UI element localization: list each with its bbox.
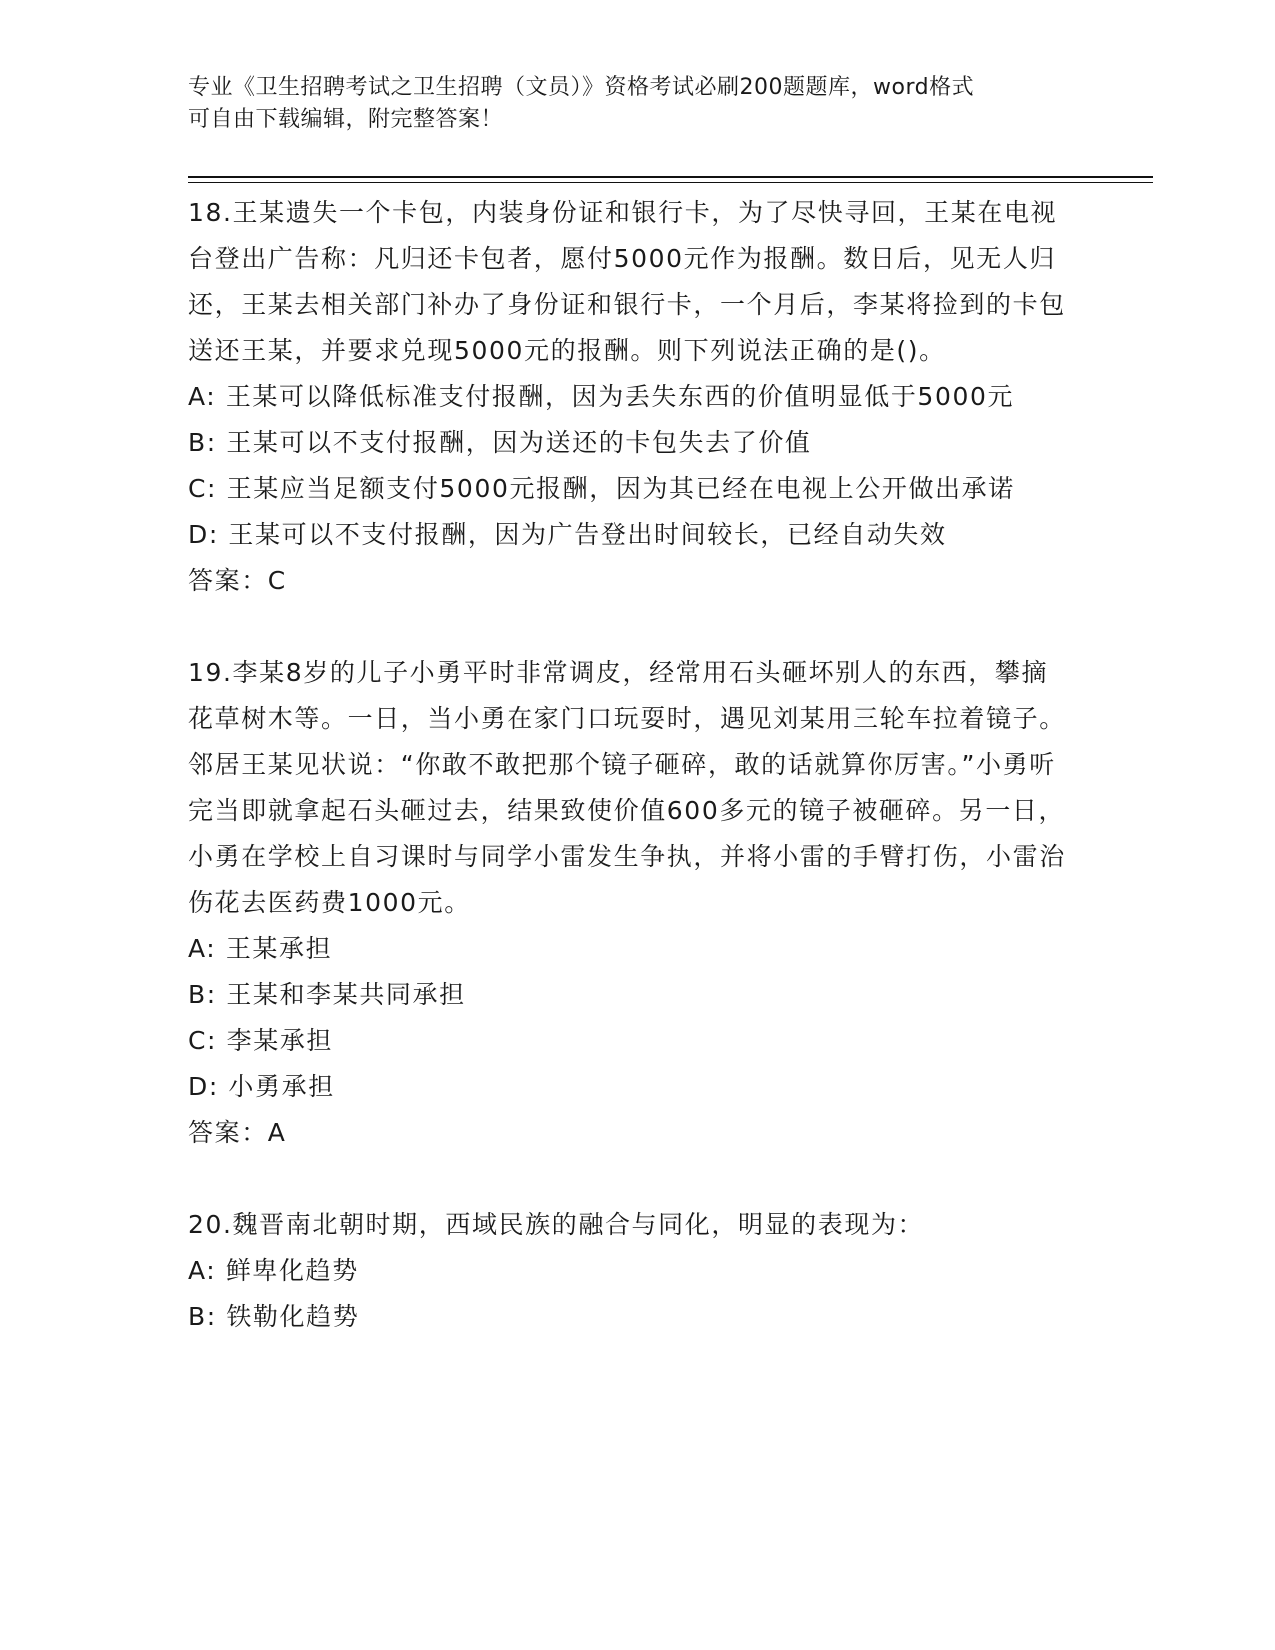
header-divider-thin (188, 182, 1153, 183)
option-d: D: 小勇承担 (188, 1072, 335, 1101)
question-18 (188, 190, 1068, 604)
question-list (188, 190, 1068, 1340)
header-line-2: 可自由下载编辑，附完整答案！ (188, 107, 504, 132)
answer: 答案：C (188, 566, 287, 595)
option-d: D: 王某可以不支付报酬，因为广告登出时间较长，已经自动失效 (188, 520, 947, 549)
question-19 (188, 650, 1068, 1156)
question-spacer (188, 604, 1068, 650)
answer: 答案：A (188, 1118, 287, 1147)
header-divider-thick (188, 176, 1153, 178)
question-20 (188, 1202, 1068, 1340)
option-c: C: 王某应当足额支付5000元报酬，因为其已经在电视上公开做出承诺 (188, 474, 1015, 503)
question-spacer (188, 1156, 1068, 1202)
document-header (188, 72, 1068, 136)
question-stem: 18.王某遗失一个卡包，内装身份证和银行卡，为了尽快寻回，王某在电视台登出广告称：凡归还卡包者，愿付5000元作为报酬。数日后，见无人归还，王某去相关部门补办了身份证和银行卡，一个月后，李某将捡到的卡包送还王某，并要求兑现5000元的报酬。则下列说法正确的是()。 (188, 198, 1066, 365)
option-a: A: 王某可以降低标准支付报酬，因为丢失东西的价值明显低于5000元 (188, 382, 1015, 411)
question-stem: 20.魏晋南北朝时期，西域民族的融合与同化，明显的表现为： (188, 1210, 925, 1239)
option-b: B: 铁勒化趋势 (188, 1302, 360, 1331)
option-c: C: 李某承担 (188, 1026, 334, 1055)
option-a: A: 王某承担 (188, 934, 333, 963)
header-line-1: 专业《卫生招聘考试之卫生招聘（文员）》资格考试必刷200题题库，word格式 (188, 75, 975, 100)
option-a: A: 鲜卑化趋势 (188, 1256, 359, 1285)
question-stem: 19.李某8岁的儿子小勇平时非常调皮，经常用石头砸坏别人的东西，攀摘花草树木等。一日，当小勇在家门口玩耍时，遇见刘某用三轮车拉着镜子。邻居王某见状说：“你敢不敢把那个镜子砸碎，敢的话就算你厉害。”小勇听完当即就拿起石头砸过去，结果致使价值600多元的镜子被砸碎。另一日，小勇在学校上自习课时与同学小雷发生争执，并将小雷的手臂打伤，小雷治伤花去医药费1000元。 (188, 658, 1066, 917)
option-b: B: 王某可以不支付报酬，因为送还的卡包失去了价值 (188, 428, 812, 457)
option-b: B: 王某和李某共同承担 (188, 980, 466, 1009)
